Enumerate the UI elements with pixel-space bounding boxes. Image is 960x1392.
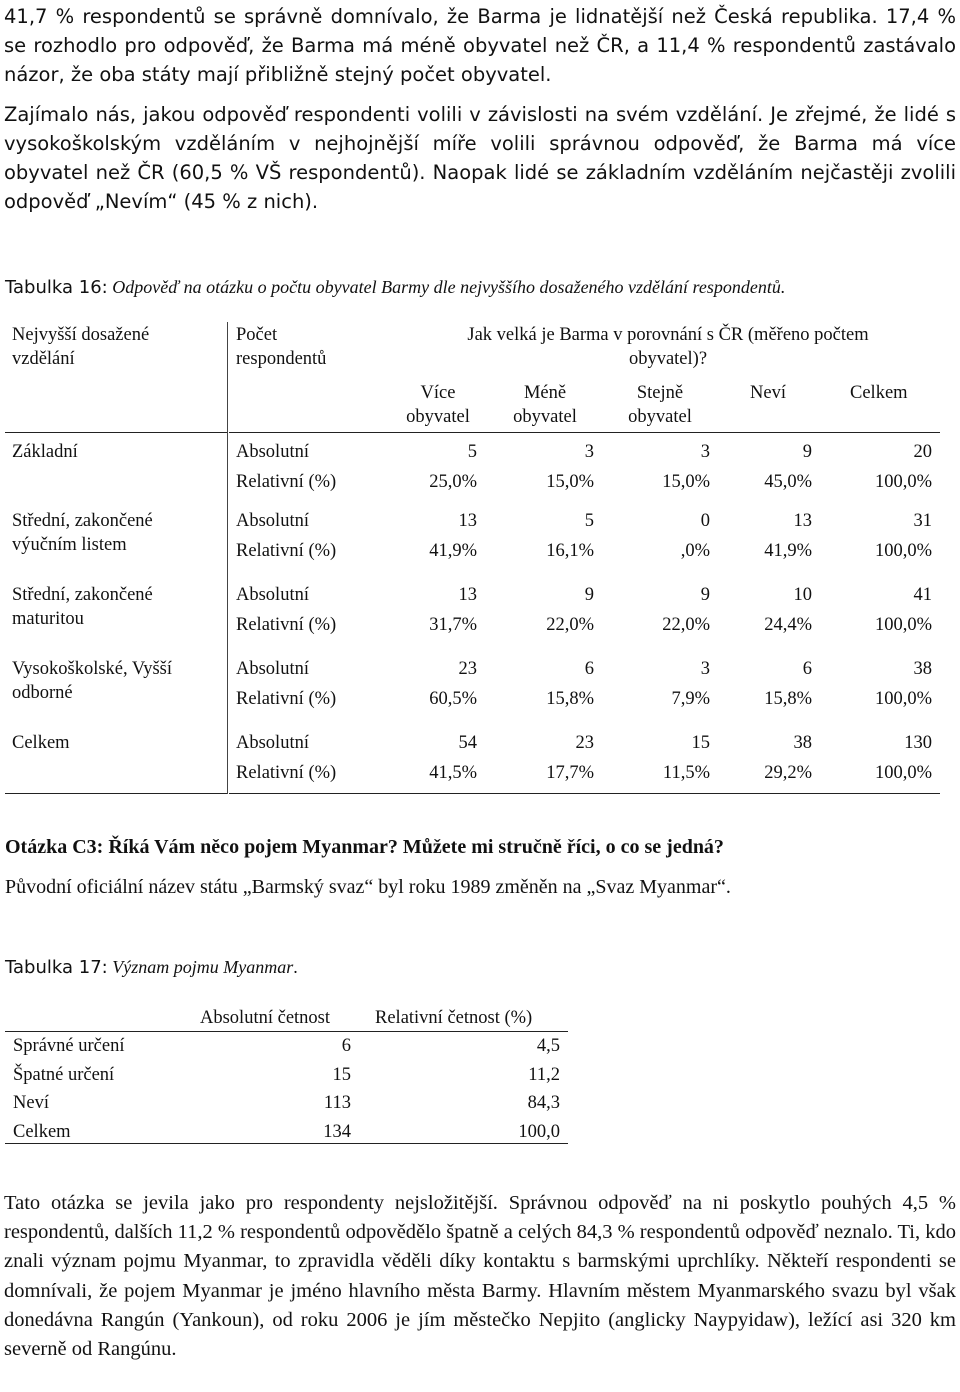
intro-paragraph-2: Zajímalo nás, jakou odpověď respondenti volili v závislosti na svém vzdělání. Je zřejmé, že lidé s vysokoškolským vzděláním v nejhojnější míře volili správnou odpověď, že Barma má více obyvatel než ČR (60,5 % VŠ respondentů). Naopak lidé se základním vzděláním nejčastěji zvolili odpověď „Nevím“ (45 % z nich). <box>4 103 956 213</box>
table16-group-name-line2: výučním listem <box>12 535 127 555</box>
table16-cell: 23 <box>575 733 594 753</box>
head-same-line2: obyvatel <box>628 407 692 427</box>
table16-cell: 100,0% <box>874 689 932 709</box>
table16-cell: 41,9% <box>429 541 477 561</box>
table17-cell-abs: 113 <box>323 1093 351 1113</box>
table16-cell: 41,9% <box>764 541 812 561</box>
table16-cell: 17,7% <box>546 763 594 783</box>
table16-cell: 100,0% <box>874 615 932 635</box>
table17-head-rule <box>5 1031 568 1032</box>
table16-group-name-line2: maturitou <box>12 609 84 629</box>
table16-cell: 0 <box>700 511 710 531</box>
table16-head-question <box>398 323 938 371</box>
table16-cell: 5 <box>584 511 594 531</box>
head-education-line2: vzdělání <box>12 349 75 369</box>
table17-cell-rel: 84,3 <box>527 1093 560 1113</box>
table16-group-name-line1: Celkem <box>12 733 70 753</box>
table17-row-label: Správné určení <box>13 1036 125 1056</box>
table16-cell: 130 <box>904 733 932 753</box>
table16-cell: 15,0% <box>662 472 710 492</box>
table16-cell: 15,8% <box>546 689 594 709</box>
table16-cell: 7,9% <box>671 689 710 709</box>
table16-group-name-line1: Střední, zakončené <box>12 511 153 531</box>
table16-cell: 31,7% <box>429 615 477 635</box>
table16-row-type-rel: Relativní (%) <box>236 472 337 492</box>
table16-cell: 22,0% <box>546 615 594 635</box>
table17-head-rel: Relativní četnost (%) <box>375 1008 533 1028</box>
head-total: Celkem <box>850 383 908 403</box>
table17-caption-label: Tabulka 17: <box>5 957 108 978</box>
table16-cell: 22,0% <box>662 615 710 635</box>
table16-cell: 15,0% <box>546 472 594 492</box>
table16-cell: 9 <box>584 585 594 605</box>
table16-group-name <box>12 440 78 464</box>
head-count-line1: Počet <box>236 325 278 345</box>
closing-paragraph: Tato otázka se jevila jako pro respondenty nejsložitější. Správnou odpověď na ni poskytlo pouhých 4,5 % respondentů, dalších 11,2 % respondentů odpovědělo špatně a celých 84,3 % respondentů odpověď neznalo. Ti, kdo znali význam pojmu Myanmar, to zpravidla věděli díky kontaktu s barmskými uprchlíky. Někteří respondenti se domnívali, že pojem Myanmar je jméno hlavního města Barmy. Hlavním městem Myanmarského svazu byl však donedávna Rangún (Yankoun), od roku 2006 je jím městečko Nepjito (anglicky Naypyidaw), ležící asi 320 km severně od Rangúnu. <box>4 1192 956 1361</box>
table16-cell: 6 <box>584 659 594 679</box>
table16-cell: 9 <box>700 585 710 605</box>
head-less <box>505 381 585 429</box>
table16-group-name-line1: Základní <box>12 442 78 462</box>
table16-cell: 100,0% <box>874 541 932 561</box>
table16-cell: 25,0% <box>429 472 477 492</box>
table16-cell: 20 <box>913 442 932 462</box>
head-less-line2: obyvatel <box>513 407 577 427</box>
table16-cell: 6 <box>802 659 812 679</box>
head-education-line1: Nejvyšší dosažené <box>12 325 150 345</box>
head-more-line1: Více <box>420 383 456 403</box>
table17-caption-end: . <box>293 957 298 977</box>
table17-bottom-rule <box>5 1143 568 1144</box>
head-same-line1: Stejně <box>636 383 684 403</box>
table16-cell: 100,0% <box>874 472 932 492</box>
head-count-line2: respondentů <box>236 349 327 369</box>
table16-cell: 3 <box>584 442 594 462</box>
table17-row-label: Špatné určení <box>13 1064 115 1085</box>
table16-row-type-abs: Absolutní <box>236 511 309 531</box>
table16-row-type-abs: Absolutní <box>236 442 309 462</box>
table16-bottom-rule-right <box>229 793 940 794</box>
table16-row-type-abs: Absolutní <box>236 659 309 679</box>
table16-cell: 9 <box>802 442 812 462</box>
head-question-line1: Jak velká je Barma v porovnání s ČR (měřeno počtem <box>467 325 869 345</box>
table16-group-name <box>12 583 153 631</box>
table16-row-type-rel: Relativní (%) <box>236 541 337 561</box>
table17-row-label: Celkem <box>13 1121 71 1142</box>
table16-cell: 41,5% <box>429 763 477 783</box>
table16-cell: 11,5% <box>662 763 710 783</box>
table16-cell: 13 <box>458 511 477 531</box>
head-less-line1: Méně <box>523 383 567 403</box>
table16-cell: 15 <box>691 733 710 753</box>
table16-cell: 41 <box>913 585 932 605</box>
table16-group-name-line1: Střední, zakončené <box>12 585 153 605</box>
table16-cell: 23 <box>458 659 477 679</box>
table16-cell: 5 <box>467 442 477 462</box>
table16-cell: 13 <box>458 585 477 605</box>
table16-cell: 16,1% <box>546 541 594 561</box>
table16-cell: 60,5% <box>429 689 477 709</box>
table16-caption-label: Tabulka 16: <box>5 277 108 298</box>
table16-cell: 100,0% <box>874 763 932 783</box>
table16-group-name-line1: Vysokoškolské, Vyšší <box>12 659 173 679</box>
table16-caption <box>5 277 785 298</box>
table17-cell-abs: 15 <box>332 1064 351 1085</box>
table16-head-education <box>12 323 149 371</box>
table16-cell: 13 <box>793 511 812 531</box>
table16-cell: 3 <box>700 659 710 679</box>
table16-cell: 31 <box>913 511 932 531</box>
table17-caption-title: Význam pojmu Myanmar <box>112 957 294 977</box>
table16-group-name <box>12 509 153 557</box>
table16-caption-title: Odpověď na otázku o počtu obyvatel Barmy dle nejvyššího dosaženého vzdělání respondentů. <box>112 277 786 297</box>
table17-caption <box>5 957 298 978</box>
table16-group-name-line2: odborné <box>12 683 73 703</box>
table16-cell: 15,8% <box>764 689 812 709</box>
table16-cell: 29,2% <box>764 763 812 783</box>
table16-head-rule-right <box>229 432 940 433</box>
table16-bottom-rule-left <box>5 793 227 794</box>
head-dontknow: Neví <box>750 383 786 403</box>
table16-cell: 38 <box>793 733 812 753</box>
head-more <box>398 381 478 429</box>
table16-cell: 38 <box>913 659 932 679</box>
table16-cell: 3 <box>700 442 710 462</box>
table16-group-name <box>12 657 172 705</box>
table17-cell-rel: 4,5 <box>536 1036 560 1056</box>
head-more-line2: obyvatel <box>406 407 470 427</box>
table16-cell: 24,4% <box>764 615 812 635</box>
table17-cell-rel: 11,2 <box>528 1064 560 1085</box>
table16-cell: 54 <box>458 733 477 753</box>
table16-row-type-rel: Relativní (%) <box>236 689 337 709</box>
head-same <box>620 381 700 429</box>
question-c3-title: Otázka C3: Říká Vám něco pojem Myanmar? Můžete mi stručně říci, o co se jedná? <box>5 836 724 858</box>
table16-row-type-rel: Relativní (%) <box>236 763 337 783</box>
table16-head-count <box>236 323 326 371</box>
table16-head-rule-left <box>5 432 227 433</box>
question-c3-text: Původní oficiální název státu „Barmský svaz“ byl roku 1989 změněn na „Svaz Myanmar“. <box>5 876 731 898</box>
table16-row-type-rel: Relativní (%) <box>236 615 337 635</box>
table17-head-abs: Absolutní četnost <box>200 1008 331 1028</box>
table16-cell: 10 <box>793 585 812 605</box>
table16-divider <box>227 322 228 794</box>
table17-row-label: Neví <box>13 1093 49 1113</box>
table17-cell-rel: 100,0 <box>518 1121 560 1142</box>
table16-cell: 45,0% <box>764 472 812 492</box>
table16-group-name <box>12 731 70 755</box>
head-question-line2: obyvatel)? <box>628 349 708 369</box>
table17-cell-abs: 6 <box>341 1036 351 1056</box>
intro-paragraph-1: 41,7 % respondentů se správně domnívalo, že Barma je lidnatější než Česká republika. 17,4 % se rozhodlo pro odpověď, že Barma má méně obyvatel než ČR, a 11,4 % respondentů zastávalo názor, že oba státy mají přibližně stejný počet obyvatel. <box>4 5 956 86</box>
table16-row-type-abs: Absolutní <box>236 585 309 605</box>
table17-cell-abs: 134 <box>323 1121 351 1142</box>
table16-cell: ,0% <box>680 541 710 561</box>
table16-row-type-abs: Absolutní <box>236 733 309 753</box>
